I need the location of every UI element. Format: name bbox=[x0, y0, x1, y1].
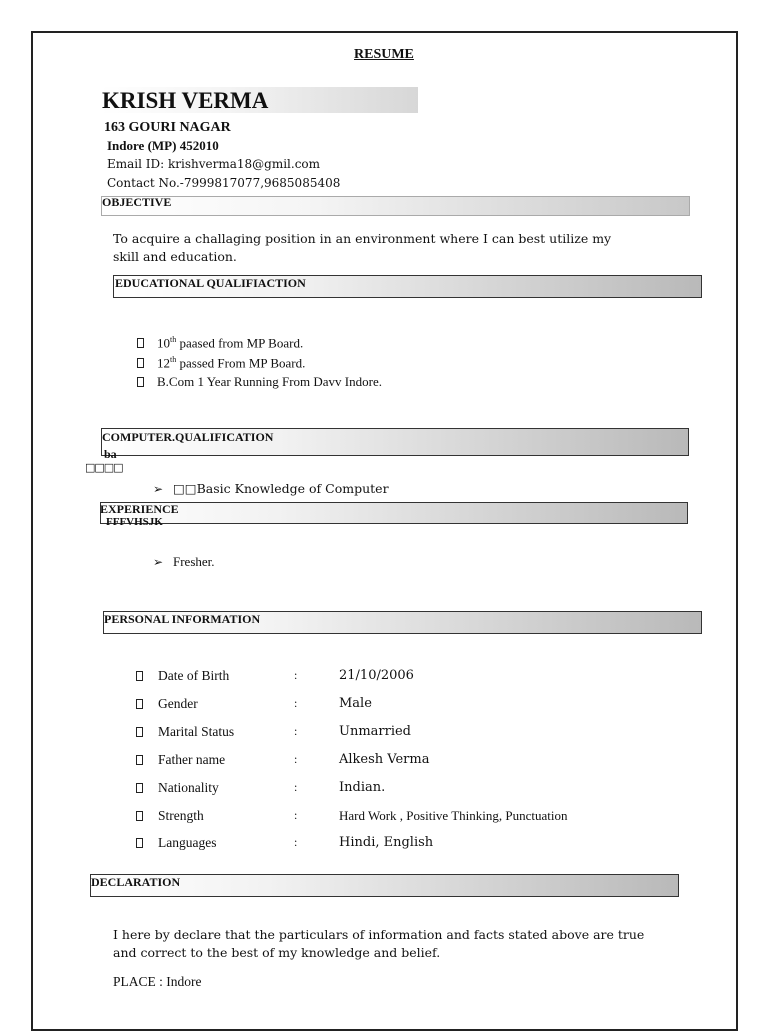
experience-item: ➢ Fresher. bbox=[153, 554, 215, 569]
computer-heading: COMPUTER.QUALIFICATION bbox=[102, 430, 274, 444]
arrow-bullet-icon: ➢ bbox=[153, 482, 164, 496]
objective-line-1: To acquire a challaging position in an environment where I can best utilize my bbox=[113, 231, 612, 246]
declaration-line-1: I here by declare that the particulars of information and facts stated above are true bbox=[113, 927, 645, 942]
candidate-name: KRISH VERMA bbox=[102, 88, 269, 113]
objective-line-2: skill and education. bbox=[113, 249, 237, 264]
experience-note: FFFVHSJK bbox=[106, 516, 163, 528]
box-bullet-icon bbox=[136, 755, 143, 765]
box-bullet-icon bbox=[137, 358, 144, 368]
box-bullet-icon bbox=[136, 699, 143, 709]
personal-heading: PERSONAL INFORMATION bbox=[104, 612, 261, 626]
education-item: 10th paased from MP Board. bbox=[137, 335, 303, 351]
declaration-text bbox=[113, 926, 644, 962]
experience-heading: EXPERIENCE bbox=[100, 502, 179, 516]
objective-heading: OBJECTIVE bbox=[102, 195, 172, 209]
address-line-2: Indore (MP) 452010 bbox=[107, 138, 219, 153]
box-bullet-icon bbox=[136, 671, 143, 681]
contact-line: Contact No.-7999817077,9685085408 bbox=[107, 176, 341, 190]
document-title: RESUME bbox=[354, 47, 414, 62]
computer-item: ➢ □□Basic Knowledge of Computer bbox=[153, 481, 389, 496]
email-line: Email ID: krishverma18@gmil.com bbox=[107, 157, 321, 171]
box-bullet-icon bbox=[137, 377, 144, 387]
declaration-line-2: and correct to the best of my knowledge and belief. bbox=[113, 945, 441, 960]
objective-bar bbox=[101, 196, 690, 216]
education-heading: EDUCATIONAL QUALIFIACTION bbox=[115, 276, 306, 290]
address-line-1: 163 GOURI NAGAR bbox=[104, 120, 231, 135]
box-bullet-icon bbox=[136, 811, 143, 821]
objective-text bbox=[113, 230, 611, 266]
arrow-bullet-icon: ➢ bbox=[153, 555, 164, 569]
box-bullet-icon bbox=[136, 727, 143, 737]
box-bullet-icon bbox=[136, 838, 143, 848]
education-item: B.Com 1 Year Running From Davv Indore. bbox=[137, 374, 382, 390]
experience-bar bbox=[100, 502, 688, 524]
box-bullet-icon bbox=[137, 338, 144, 348]
education-item: 12th passed From MP Board. bbox=[137, 355, 305, 371]
declaration-heading: DECLARATION bbox=[91, 875, 181, 889]
declaration-place: PLACE : Indore bbox=[113, 974, 202, 989]
box-bullet-icon bbox=[136, 783, 143, 793]
missing-glyphs: □□□□ bbox=[85, 461, 123, 474]
computer-note: ba bbox=[104, 447, 117, 461]
